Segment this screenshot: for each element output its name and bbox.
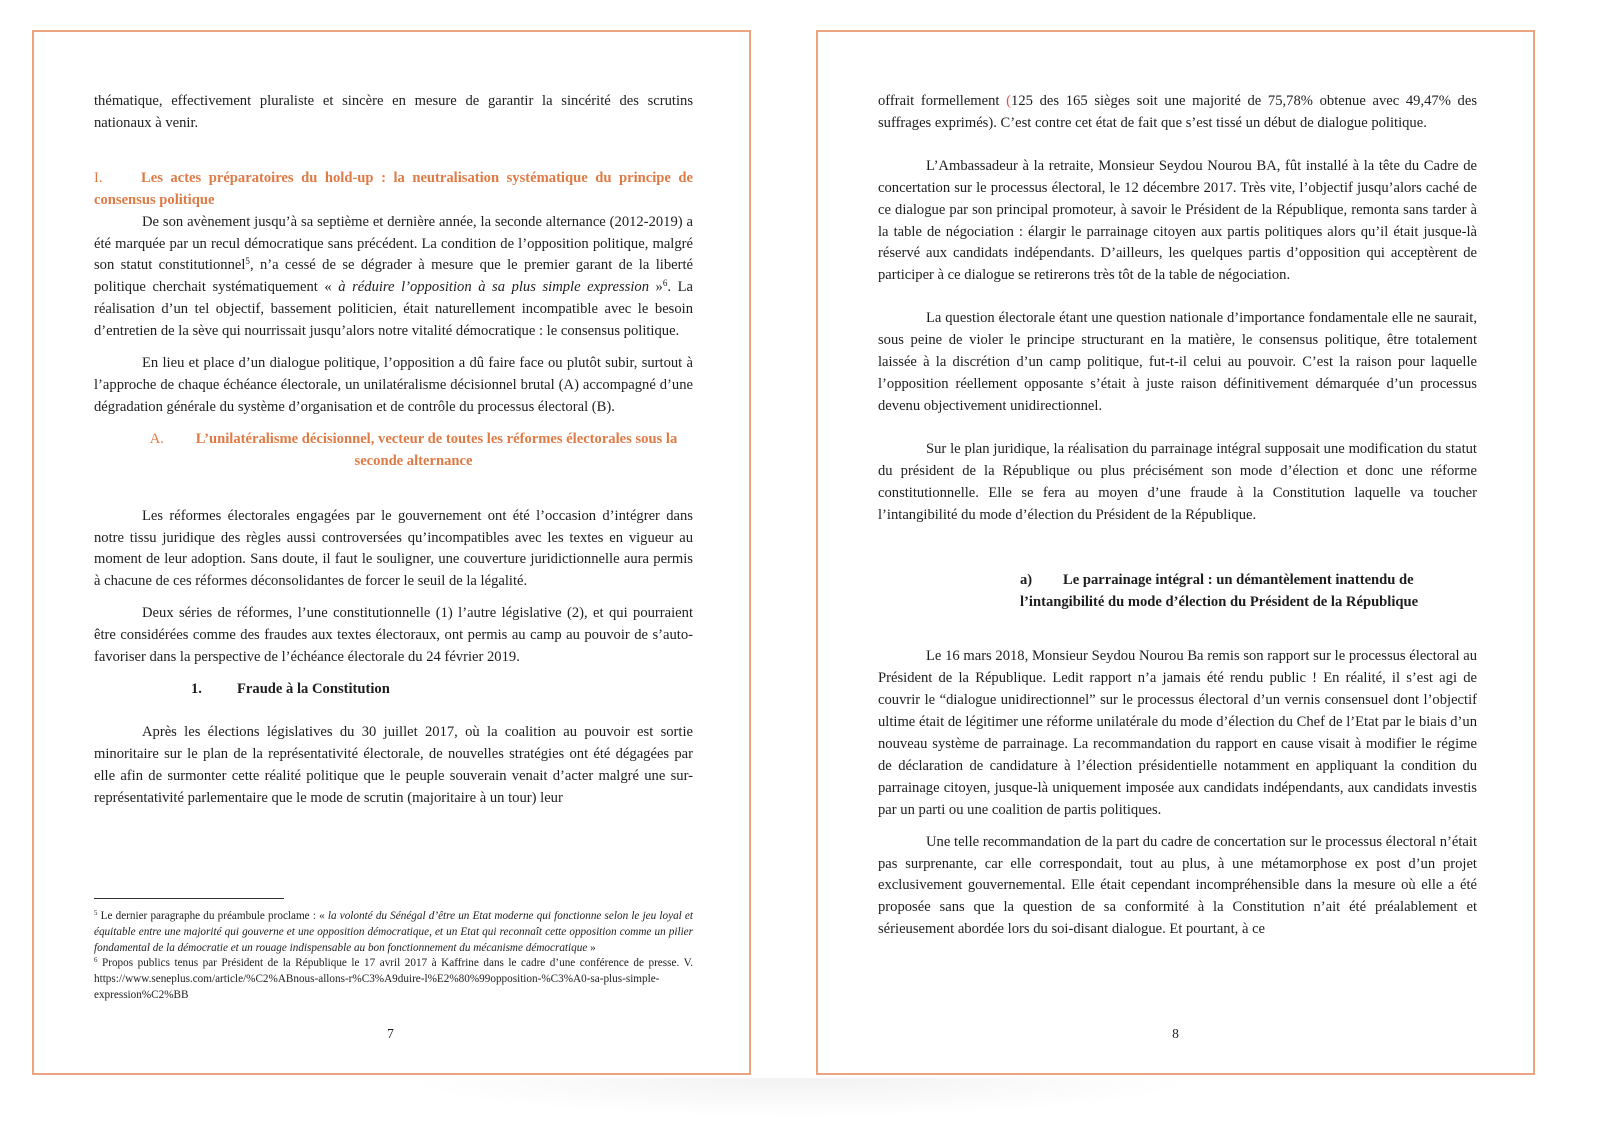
footnotes — [94, 898, 693, 1004]
section-heading-A — [94, 429, 693, 473]
paragraph: Deux séries de réformes, l’une constitutionnelle (1) l’autre législative (2), et qui pourraient être considérées comme des fraudes aux textes électoraux, ont permis au camp au pouvoir de s’auto-favoriser dans la perspective de l’échéance électorale du 24 février 2019. — [94, 605, 693, 666]
text-run: . La réalisation d’un tel objectif, bassement politicien, était naturellement incompatible avec le besoin d’entretien de la sève qui nourrissait jusqu’alors notre vitalité démocratique : le consensus politique. — [94, 279, 693, 340]
text-run: De son avènement jusqu’à sa septième et dernière année, la seconde alternance (2012-2019) a été marquée par un recul démocratique sans précédent. La condition de l’opposition politique, malgré son statut constitutionnel — [94, 213, 693, 274]
page-shadow — [400, 1078, 1200, 1118]
page-number: 8 — [1172, 1026, 1179, 1041]
text-run: » — [587, 941, 596, 954]
page-body — [878, 91, 1477, 941]
paragraph: La question électorale étant une question nationale d’importance fondamentale elle ne saurait, sous peine de violer le principe structurant en la matière, le consensus politique, être totalement laissée à la discrétion d’un camp politique, fut-t-il celui au pouvoir. C’est la raison pour laquelle l’opposition réellement opposante s’était à juste raison définitivement démarquée d’un processus devenu objectivement unidirectionnel. — [878, 310, 1477, 414]
quotation: la volonté du Sénégal d’être un Etat moderne qui fonctionne selon le jeu loyal et équitable entre une majorité qui gouverne et une opposition démocratique, et un Etat qui reconnaît cette opposition comme un pilier fondamental de la démocratie et un rouage indispensable au bon fonctionnement du mécanisme démocratique — [94, 910, 694, 954]
footnote-6 — [94, 956, 693, 1003]
footnote-ref-6[interactable]: 6 — [662, 278, 668, 289]
paragraph: Après les élections législatives du 30 juillet 2017, où la coalition au pouvoir est sortie minoritaire sur le plan de la représentativité électorale, de nouvelles stratégies ont été dégagées par elle afin de surmonter cette réalité politique que le peuple souverain venait d’acter malgré une sur-représentativité parlementaire que le mode de scrutin (majoritaire à un tour) leur — [94, 723, 693, 806]
text-run: » — [649, 279, 663, 296]
heading-number: 1. — [191, 680, 202, 697]
section-heading-a — [878, 569, 1477, 613]
paragraph: thématique, effectivement pluraliste et sincère en mesure de garantir la sincérité des scrutins nationaux à venir. — [94, 93, 693, 131]
paragraph — [94, 212, 693, 343]
highlighted-parenthesis: ( — [1006, 93, 1012, 109]
paragraph: Sur le plan juridique, la réalisation du parrainage intégral supposait une modification du statut du président de la République ou plus précisément son mode d’élection et donc une réforme constitutionnelle. Elle se fera au moyen d’une fraude à la Constitution laquelle va toucher l’intangibilité du mode d’élection du Président de la République. — [878, 440, 1477, 523]
document-page-8 — [816, 30, 1535, 1075]
section-heading-1 — [94, 679, 693, 701]
text-run: , n’a cessé de se dégrader à mesure que le premier garant de la liberté politique cherchait systématiquement « — [94, 257, 693, 296]
paragraph — [878, 91, 1477, 135]
text-run: 125 des 165 sièges soit une majorité de 75,78% obtenue avec 49,47% des suffrages exprimés). C’est contre cet état de fait que s’est tissé un début de dialogue politique. — [878, 93, 1477, 131]
page-number: 7 — [387, 1026, 394, 1041]
paragraph: Les réformes électorales engagées par le gouvernement ont été l’occasion d’intégrer dans notre tissu juridique des règles aussi controversées qu’incompatibles avec les textes en vigueur au moment de leur adoption. Sans doute, il faut le souligner, une couverture juridictionnelle aura permis à chacune de ces réformes déconsolidantes de forcer le seuil de la légalité. — [94, 507, 693, 590]
heading-title: Le parrainage intégral : un démantèlement inattendu de l’intangibilité du mode d’élection du Président de la République — [1020, 572, 1419, 611]
heading-title: Fraude à la Constitution — [237, 680, 390, 697]
paragraph: L’Ambassadeur à la retraite, Monsieur Seydou Nourou BA, fût installé à la tête du Cadre de concertation sur le processus électoral, le 12 décembre 2017. Très vite, l’objectif jusqu’alors caché de ce dialogue par son principal promoteur, à savoir le Président de la République, remonta sans tarder à la table de négociation : élargir le parrainage citoyen aux partis politiques alors qu’il était jusque-là réservé aux candidats indépendants. D’ailleurs, les quelques partis d’opposition qui acceptèrent de participer à ce dialogue se retirerons très tôt de la table de négociation. — [878, 157, 1477, 284]
footnote-separator — [94, 898, 284, 899]
footnote-5 — [94, 909, 693, 956]
paragraph: En lieu et place d’un dialogue politique, l’opposition a dû faire face ou plutôt subir, surtout à l’approche de chaque échéance électorale, un unilatéralisme décisionnel brutal (A) accompagné d’une dégradation générale du système d’organisation et de contrôle du processus électoral (B). — [94, 355, 693, 415]
heading-title: L’unilatéralisme décisionnel, vecteur de toutes les réformes électorales sous la seconde alternance — [195, 430, 678, 469]
heading-number: I. — [94, 169, 103, 186]
quotation: à réduire l’opposition à sa plus simple expression — [338, 279, 649, 296]
text-run: Le dernier paragraphe du préambule proclame : « — [97, 910, 328, 922]
heading-number: a) — [1020, 572, 1033, 589]
page-body — [94, 91, 693, 809]
footnote-number: 5 — [94, 909, 98, 918]
footnote-ref-5[interactable]: 5 — [245, 256, 250, 267]
footnote-number: 6 — [94, 956, 98, 965]
paragraph: Le 16 mars 2018, Monsieur Seydou Nourou Ba remis son rapport sur le processus électoral au Président de la République. Ledit rapport n’a jamais été rendu public ! En réalité, il s’est agi de couvrir le “dialogue unidirectionnel” sur le processus électoral d’un vernis consensuel dont l’objectif ultime était de légitimer une réforme unilatérale du mode d’élection du Chef de l’Etat par le biais d’un nouveau système de parrainage. La recommandation du rapport en cause visait à modifier le régime de déclaration de candidature à l’élection présidentielle notamment en appliquant la condition du parrainage citoyen, jusque-là uniquement imposée aux candidats indépendants, aux candidats investis par un parti ou une coalition de partis politiques. — [878, 648, 1477, 818]
footnote-text: Propos publics tenus par Président de la République le 17 avril 2017 à Kaffrine dans le cadre d’une conférence de presse. V. https://www.seneplus.com/article/%C2%ABnous-allons-r%C3%A9duire-l%E2%80%99opposition-%C3%A0-sa-plus-simple-expression%C2%BB — [94, 957, 693, 1001]
document-page-7 — [32, 30, 751, 1075]
section-heading-I — [94, 168, 693, 212]
heading-title: Les actes préparatoires du hold-up : la neutralisation systématique du principe de consensus politique — [94, 169, 693, 208]
text-run: offrait formellement — [878, 93, 1007, 109]
paragraph: Une telle recommandation de la part du cadre de concertation sur le processus électoral n’était pas surprenante, car elle correspondait, tout au plus, à une métamorphose ex post d’un projet exclusivement gouvernemental. Elle était cependant incompréhensible dans la mesure où elle a été proposée sans que la question de sa conformité à la Constitution n’ait été préalablement et sérieusement abordée lors du soi-disant dialogue. Et pourtant, à ce — [878, 833, 1477, 938]
heading-number: A. — [149, 430, 164, 447]
